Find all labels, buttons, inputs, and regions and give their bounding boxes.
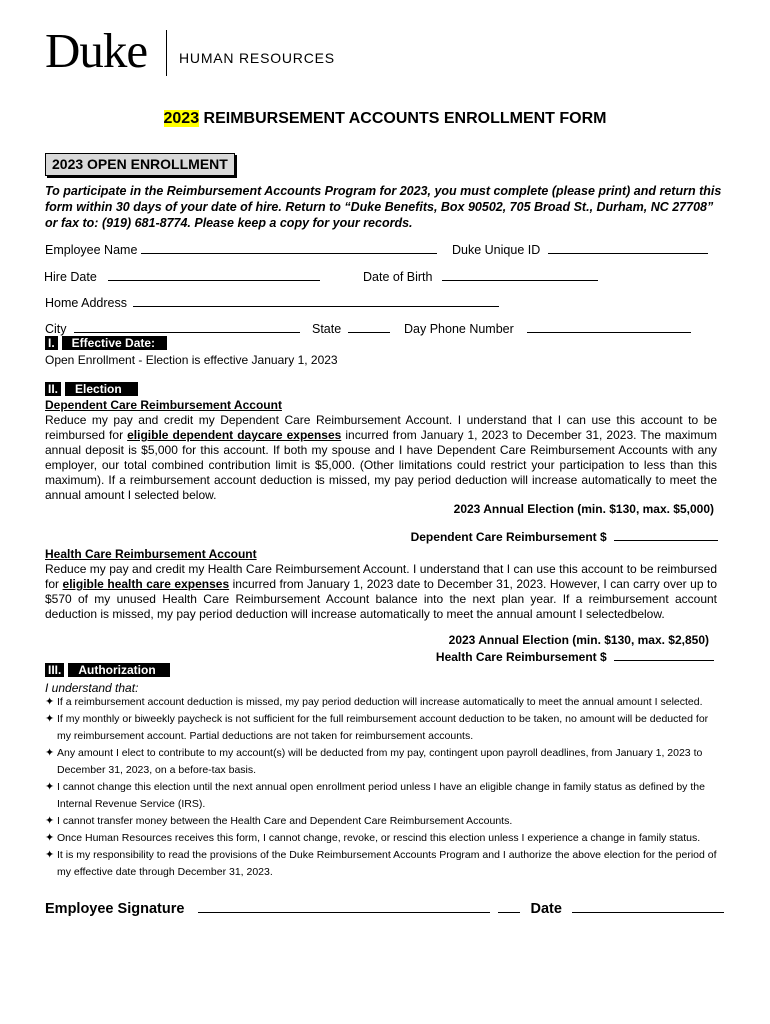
city-row [45,320,300,337]
section-label: Authorization [68,663,169,677]
star-icon: ✦ [45,832,55,844]
signature-label: Employee Signature [45,901,185,917]
city-field[interactable] [74,320,300,333]
section-label: Election [65,382,138,396]
effective-date-text: Open Enrollment - Election is effective January 1, 2023 [45,353,338,367]
intro-instructions: To participate in the Reimbursement Accounts Program for 2023, you must complete (please print) and return this form within 30 days of your date of hire. Return to “Duke Benefits, Box 90502, 705 Broad St., Durham, NC 27708” or fax to: (919) 681-8774. Please keep a copy for your records. [45,184,722,230]
health-care-amount-label: Health Care Reimbursement $ [435,650,607,664]
health-care-text: Reduce my pay and credit my Health Care Reimbursement Account. I understand that I can use this account to be reimbursed for eligible health care expenses incurred from January 1, 2023 date to December 31, 2023. However, I can carry over up to $570 of my unused Health Care Reimbursement Account balance into the next plan year. If a reimbursement account deduction is missed, my pay period deduction will increase automatically to meet the annual amount I selectedbelow. [45,562,718,621]
list-item: ✦ I cannot transfer money between the Health Care and Dependent Care Reimbursement Accounts. [45,813,717,830]
star-icon: ✦ [45,781,55,793]
logo-divider [166,30,167,76]
signature-row [45,898,724,917]
star-icon: ✦ [45,747,55,759]
state-label: State [312,322,342,336]
signature-field[interactable] [198,898,490,913]
state-field[interactable] [348,320,390,333]
hire-date-field[interactable] [108,268,320,281]
eligible-health-care-link[interactable]: eligible health care expenses [62,577,230,591]
dob-label: Date of Birth [363,270,433,284]
list-item: ✦ If a reimbursement account deduction is missed, my pay period deduction will increase automatically to meet the annual amount I selected. [45,694,717,711]
department-name: HUMAN RESOURCES [179,50,335,66]
list-item: ✦ It is my responsibility to read the provisions of the Duke Reimbursement Accounts Program and I authorize the above election for the period of my effective date through December 31, 2023. [45,847,717,881]
health-care-amount-row [436,648,714,664]
health-care-amount-field[interactable] [614,648,714,661]
list-item: ✦ Once Human Resources receives this form, I cannot change, revoke, or rescind this election unless I experience a change in family status. [45,830,717,847]
employee-name-row [45,241,437,258]
health-care-heading: Health Care Reimbursement Account [45,547,257,561]
dependent-care-heading: Dependent Care Reimbursement Account [45,398,282,412]
list-item: ✦ I cannot change this election until the next annual open enrollment period unless I have an eligible change in family status as defined by the Internal Revenue Service (IRS). [45,779,717,813]
section-election-header [45,382,138,396]
day-phone-row [404,320,691,337]
signature-field-tail [498,898,520,913]
employee-name-field[interactable] [141,241,437,254]
section-number: III. [45,663,64,677]
list-item: ✦ Any amount I elect to contribute to my account(s) will be deducted from my pay, contingent upon payroll deadlines, from January 1, 2023 to December 31, 2023, on a before-tax basis. [45,745,717,779]
day-phone-label: Day Phone Number [404,322,514,336]
star-icon: ✦ [45,815,55,827]
dob-row [363,268,598,285]
duke-id-field[interactable] [548,241,708,254]
hire-date-row [44,268,320,285]
section-number: I. [45,336,58,350]
dependent-care-amount-field[interactable] [614,528,718,541]
dob-field[interactable] [442,268,598,281]
date-label: Date [530,901,562,917]
section-effective-date-header [45,336,167,350]
dependent-care-amount-row [411,528,718,544]
star-icon: ✦ [45,713,55,725]
section-authorization-header [45,663,170,677]
star-icon: ✦ [45,849,55,861]
dependent-care-amount-label: Dependent Care Reimbursement $ [410,530,607,544]
hire-date-label: Hire Date [44,270,97,284]
employee-name-label: Employee Name [45,243,138,257]
dependent-care-election-note: 2023 Annual Election (min. $130, max. $5,000) [453,502,714,516]
authorization-list [45,694,717,881]
duke-wordmark: Duke [45,23,148,78]
day-phone-field[interactable] [527,320,691,333]
eligible-daycare-link[interactable]: eligible dependent daycare expenses [127,428,342,442]
authorization-intro: I understand that: [45,681,139,695]
city-label: City [45,322,67,336]
star-icon: ✦ [45,696,55,708]
dependent-care-text: Reduce my pay and credit my Dependent Care Reimbursement Account. I understand that I can use this account to be reimbursed for eligible dependent daycare expenses incurred from January 1, 2023 to December 31, 2023. The maximum annual deposit is $5,000 for this account. If both my spouse and I have Dependent Care Reimbursement Accounts with any employer, our total combined contribution limit is $5,000. (Other limitations could restrict your participation to less than this maximum). If a reimbursement account deduction is missed, my pay period deduction will increase automatically to meet the annual amount I selected below. [45,413,717,502]
home-address-label: Home Address [45,296,127,310]
state-row [312,320,390,337]
section-label: Effective Date: [62,336,167,350]
list-item: ✦ If my monthly or biweekly paycheck is not sufficient for the full reimbursement account deduction to be taken, no amount will be deducted for my reimbursement account. Partial deductions are not taken for reimbursement accounts. [45,711,717,745]
home-address-row [45,294,499,311]
form-title [0,110,770,128]
open-enrollment-badge: 2023 OPEN ENROLLMENT [45,153,235,176]
duke-id-label: Duke Unique ID [452,243,541,257]
home-address-field[interactable] [133,294,499,307]
title-year: 2023 [163,110,200,127]
duke-id-row [452,241,708,258]
title-text: REIMBURSEMENT ACCOUNTS ENROLLMENT FORM [199,110,607,127]
section-number: II. [45,382,61,396]
health-care-election-note: 2023 Annual Election (min. $130, max. $2,850) [448,633,709,647]
signature-date-field[interactable] [572,898,724,913]
